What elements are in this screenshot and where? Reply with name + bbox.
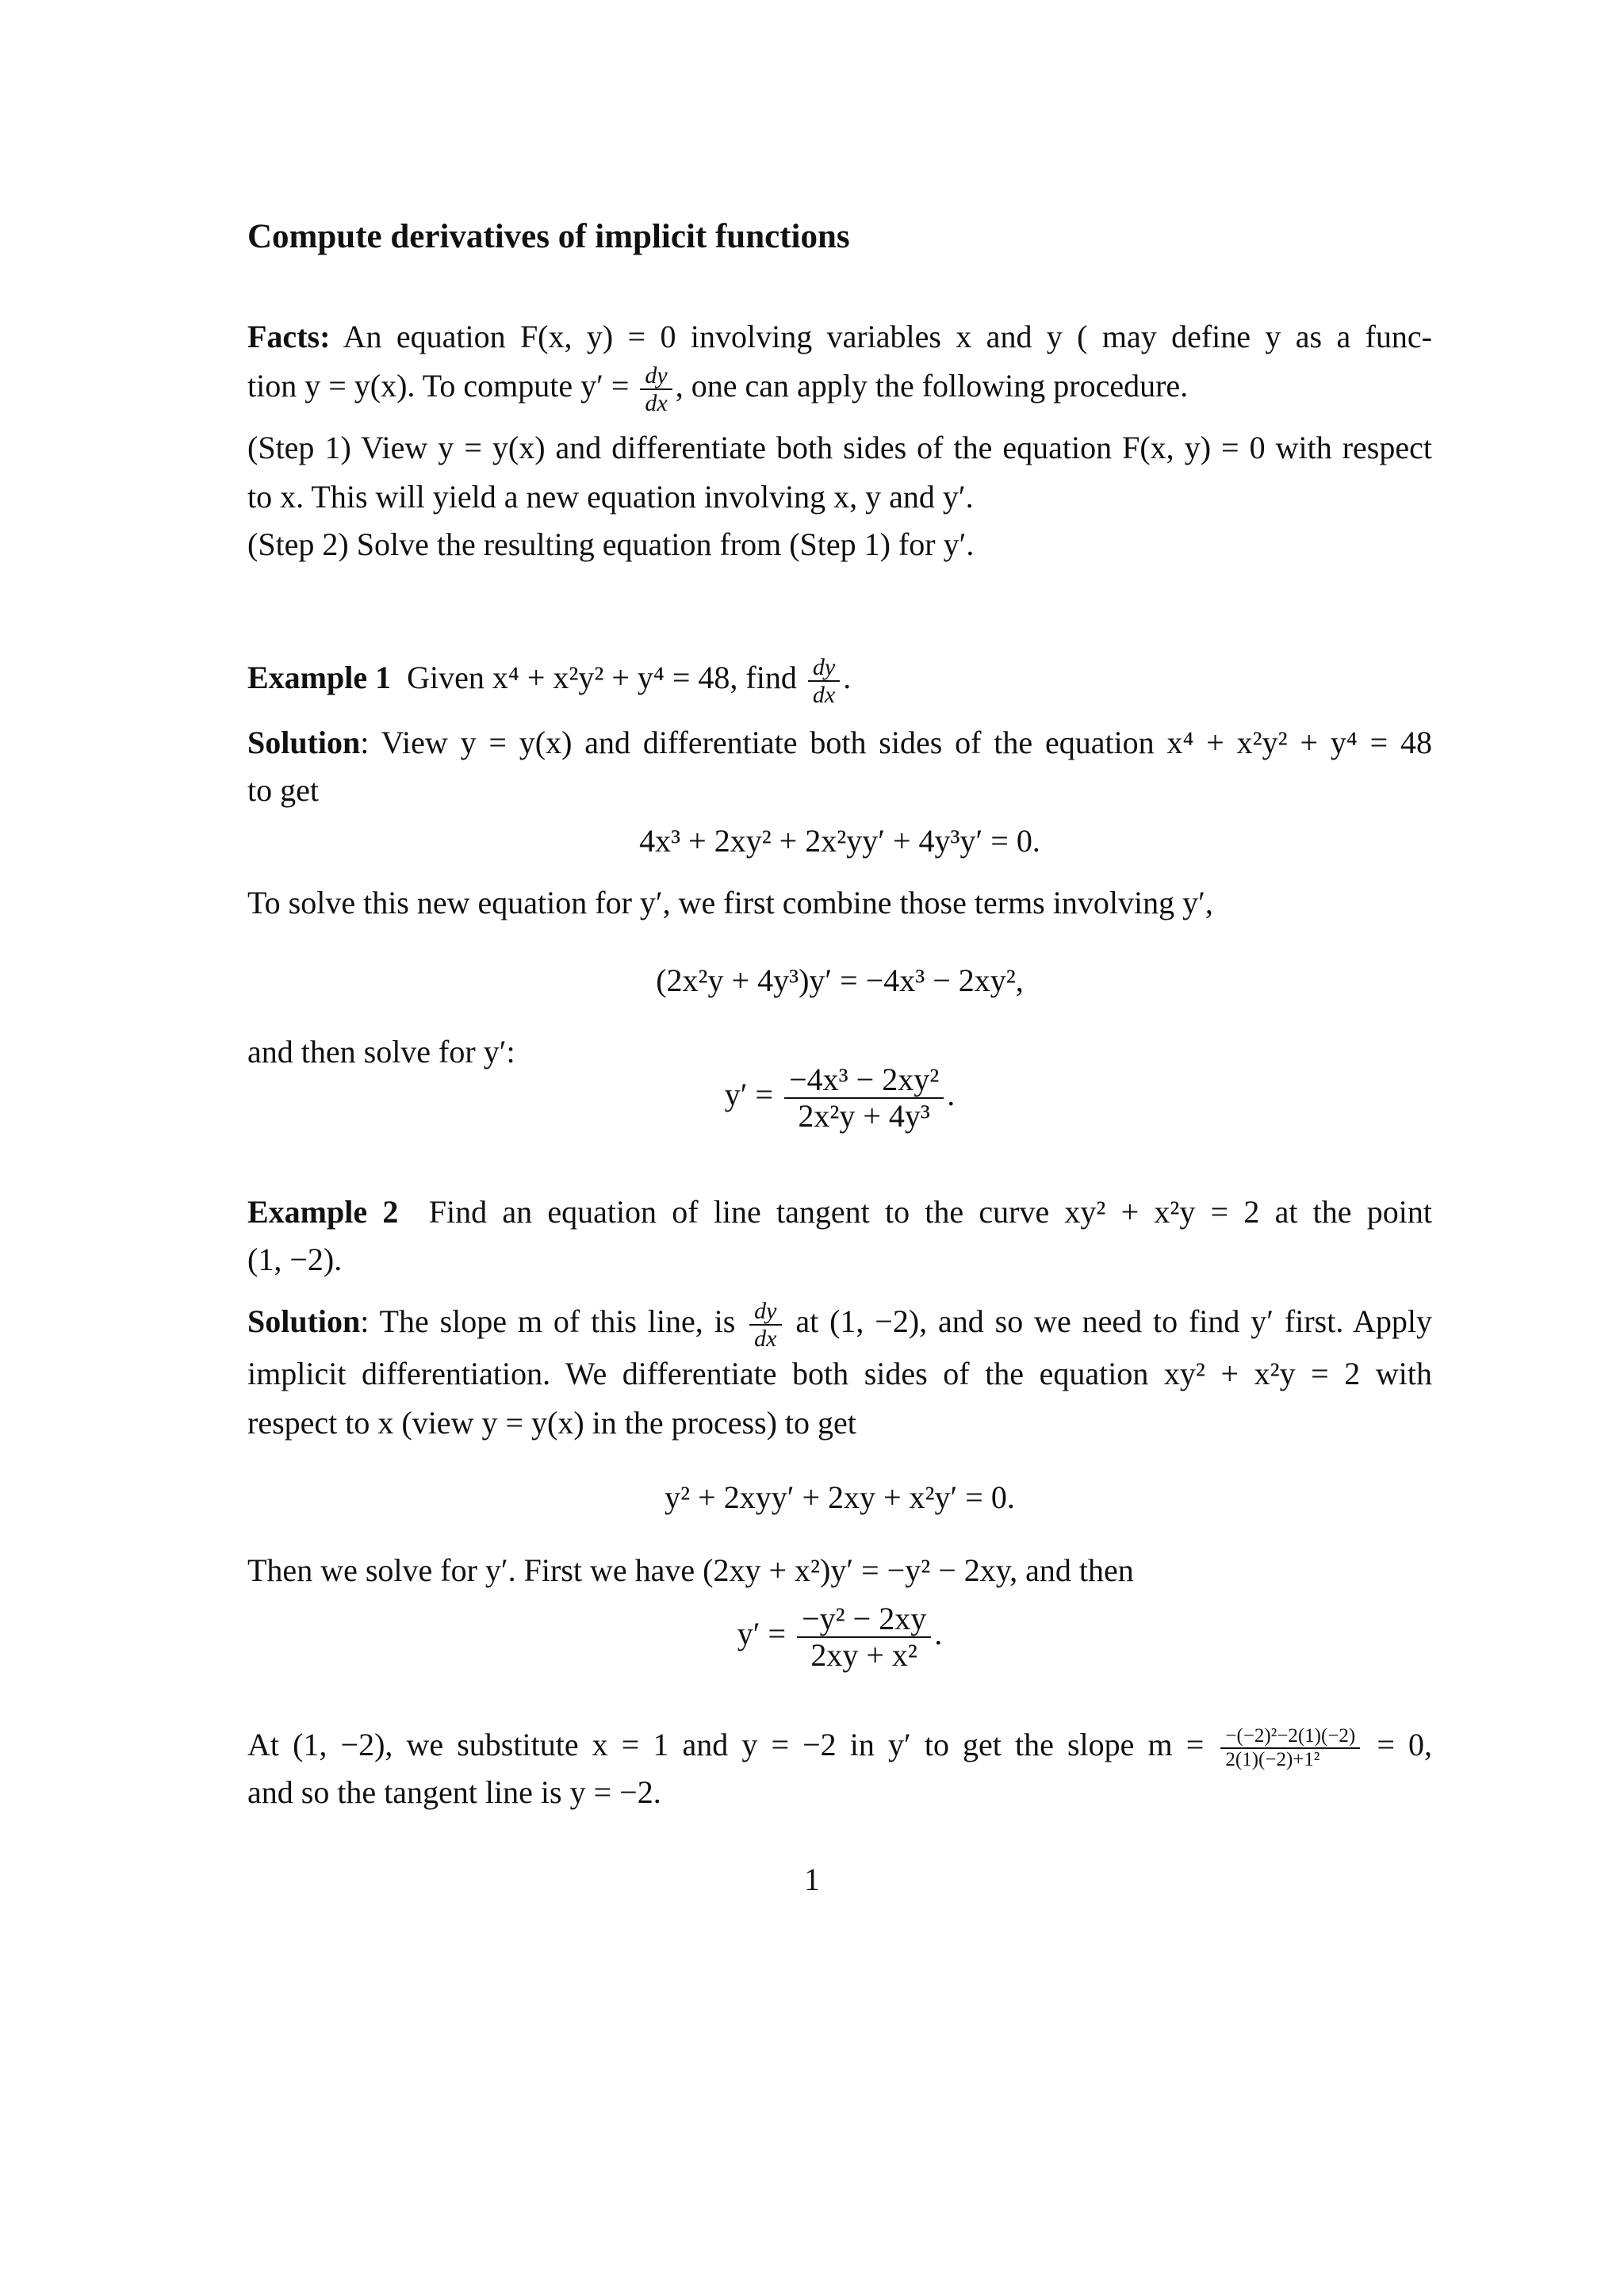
solution-text-end: at (1, −2), and so we need to find y′ first. Apply (795, 1303, 1433, 1339)
y-prime-fraction (784, 1062, 944, 1134)
solution-text: : View y = y(x) and differentiate both sides of the equation x⁴ + x²y² + y⁴ = 48 (360, 725, 1432, 760)
fraction-denominator: dx (754, 1325, 777, 1352)
fraction-denominator: dx (812, 681, 836, 708)
step-1-line-2: to x. This will yield a new equation involving x, y and y′. (247, 479, 974, 515)
fraction-numerator: dy (749, 1298, 781, 1326)
equation-lhs: y′ = (737, 1616, 787, 1652)
final-text: At (1, −2), we substitute x = 1 and y = −2 in y′ to get the slope m = (247, 1727, 1205, 1762)
equation-lhs: y′ = (724, 1077, 774, 1113)
solution-label: Solution (247, 725, 361, 760)
fraction-numerator: −(−2)²−2(1)(−2) (1220, 1725, 1360, 1749)
example-2-prompt-line-2: (1, −2). (247, 1242, 343, 1277)
dy-dx-fraction (808, 654, 840, 708)
facts-line-1 (247, 312, 1432, 362)
example-2-prompt-line-1 (247, 1188, 1432, 1237)
facts-label: Facts: (247, 319, 331, 354)
page-number: 1 (804, 1862, 820, 1897)
fraction-numerator: −4x³ − 2xy² (784, 1062, 944, 1099)
solution-text: : The slope m of this line, is (360, 1303, 736, 1339)
fraction-numerator: dy (640, 362, 672, 390)
example-1-text-3: and then solve for y′: (247, 1034, 515, 1070)
fraction-denominator: dx (645, 389, 668, 416)
example-2-final-line-2: and so the tangent line is y = −2. (247, 1774, 661, 1810)
example-2-solution-line-1 (247, 1297, 1432, 1352)
example-2-text-2: Then we solve for y′. First we have (2xy + x²)y′ = −y² − 2xy, and then (247, 1552, 1134, 1588)
example-1-text: Given x⁴ + x²y² + y⁴ = 48, find (407, 660, 797, 695)
example-2-equation-1: y² + 2xyy′ + 2xy + x²y′ = 0. (665, 1479, 1015, 1515)
fraction-numerator: dy (808, 654, 840, 682)
step-1-line-1: (Step 1) View y = y(x) and differentiate both sides of the equation F(x, y) = 0 with respect (247, 430, 1432, 465)
example-1-solution-line-1 (247, 718, 1432, 767)
equation-end: . (947, 1077, 956, 1113)
facts-text-1: An equation F(x, y) = 0 involving variables x and y ( may define y as a func- (343, 319, 1432, 354)
example-1-text-2: To solve this new equation for y′, we first combine those terms involving y′, (247, 885, 1213, 920)
solution-label: Solution (247, 1303, 361, 1339)
fraction-numerator: −y² − 2xy (797, 1601, 931, 1638)
fraction-denominator: 2xy + x² (810, 1637, 917, 1673)
dy-dx-fraction (640, 362, 672, 416)
final-text-end: = 0, (1377, 1727, 1433, 1762)
dy-dx-fraction (749, 1298, 781, 1352)
facts-text-2: tion y = y(x). To compute y′ = (247, 368, 630, 404)
example-1-equation-1: 4x³ + 2xy² + 2x²yy′ + 4y³y′ = 0. (639, 823, 1040, 859)
y-prime-fraction (797, 1601, 931, 1673)
example-2-solution-line-3: respect to x (view y = y(x) in the process) to get (247, 1405, 856, 1441)
equation-end: . (934, 1616, 943, 1652)
example-1-equation-3 (247, 1062, 1432, 1134)
page-title: Compute derivatives of implicit functions (247, 218, 850, 255)
fraction-denominator: 2(1)(−2)+1² (1225, 1748, 1320, 1770)
facts-text-2-end: , one can apply the following procedure. (675, 368, 1189, 404)
example-2-final-line-1 (247, 1720, 1432, 1770)
example-1-prompt (247, 653, 1432, 708)
example-2-solution-line-2: implicit differentiation. We differentiate both sides of the equation xy² + x²y = 2 with (247, 1356, 1432, 1391)
example-1-equation-2: (2x²y + 4y³)y′ = −4x³ − 2xy², (656, 962, 1024, 998)
example-1-label: Example 1 (247, 660, 392, 695)
step-2: (Step 2) Solve the resulting equation from (Step 1) for y′. (247, 526, 975, 562)
facts-line-2 (247, 362, 1432, 416)
example-1-solution-line-2: to get (247, 772, 319, 808)
example-2-label: Example 2 (247, 1194, 399, 1230)
slope-fraction (1220, 1725, 1360, 1770)
example-2-text: Find an equation of line tangent to the curve xy² + x²y = 2 at the point (428, 1194, 1432, 1230)
example-1-text-end: . (843, 660, 852, 695)
fraction-denominator: 2x²y + 4y³ (798, 1098, 930, 1134)
example-2-equation-2 (247, 1601, 1432, 1673)
